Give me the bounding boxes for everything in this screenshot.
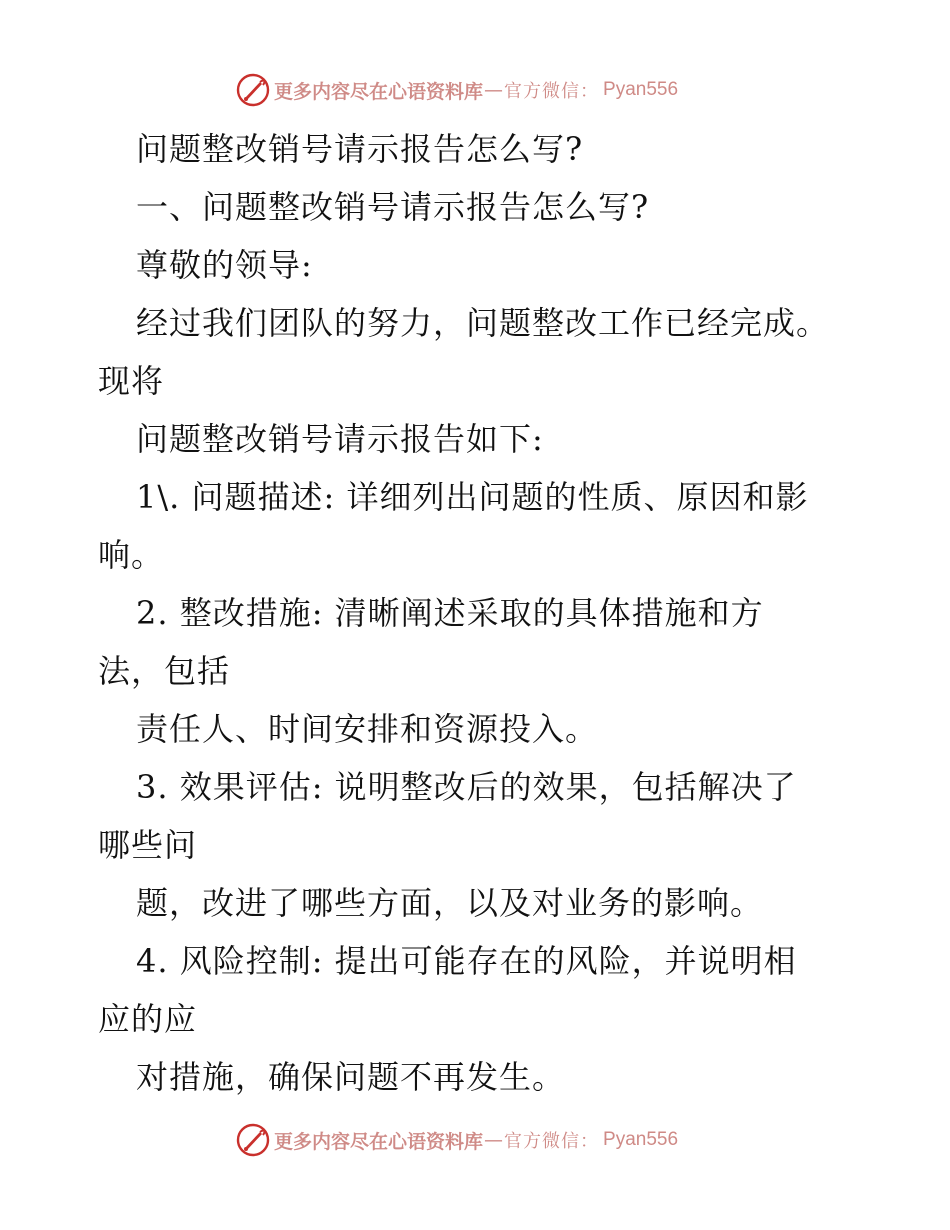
- watermark-wechat-id: Pyan556: [603, 79, 679, 100]
- watermark-main-text: 更多内容尽在心语资料库: [274, 1130, 484, 1153]
- quill-pen-logo-icon: [236, 73, 270, 107]
- quill-pen-logo-icon: [236, 1123, 270, 1157]
- list-item-4: 4. 风险控制: 提出可能存在的风险，并说明相: [136, 942, 797, 980]
- watermark-secondary-text: 官方微信：: [504, 81, 600, 102]
- watermark-secondary-text: 官方微信：: [504, 1131, 600, 1152]
- watermark-wechat-id: Pyan556: [603, 1129, 679, 1150]
- paragraph-line: 问题整改销号请示报告如下:: [136, 420, 544, 458]
- salutation: 尊敬的领导:: [136, 246, 313, 284]
- section-heading: 一、问题整改销号请示报告怎么写?: [136, 188, 650, 226]
- list-item-2-cont: 法，包括: [98, 652, 231, 690]
- list-item-1: 1\. 问题描述: 详细列出问题的性质、原因和影: [136, 478, 809, 516]
- watermark-dash: —: [484, 1129, 504, 1151]
- list-item-3: 3. 效果评估: 说明整改后的效果，包括解决了: [136, 768, 797, 806]
- document-title: 问题整改销号请示报告怎么写?: [136, 130, 584, 168]
- paragraph-line: 经过我们团队的努力，问题整改工作已经完成。: [136, 304, 830, 342]
- list-item-4-cont: 应的应: [98, 1000, 198, 1038]
- watermark-header: [236, 72, 678, 108]
- list-item-3-cont: 题，改进了哪些方面，以及对业务的影响。: [136, 884, 764, 922]
- list-item-3-cont: 哪些问: [98, 826, 198, 864]
- list-item-4-cont: 对措施，确保问题不再发生。: [136, 1058, 566, 1096]
- list-item-2: 2. 整改措施: 清晰阐述采取的具体措施和方: [136, 594, 764, 632]
- paragraph-line: 现将: [98, 362, 165, 400]
- watermark-footer: [236, 1122, 678, 1158]
- list-item-1-cont: 响。: [98, 536, 165, 574]
- list-item-2-cont: 责任人、时间安排和资源投入。: [136, 710, 599, 748]
- watermark-dash: —: [484, 79, 504, 101]
- watermark-main-text: 更多内容尽在心语资料库: [274, 80, 484, 103]
